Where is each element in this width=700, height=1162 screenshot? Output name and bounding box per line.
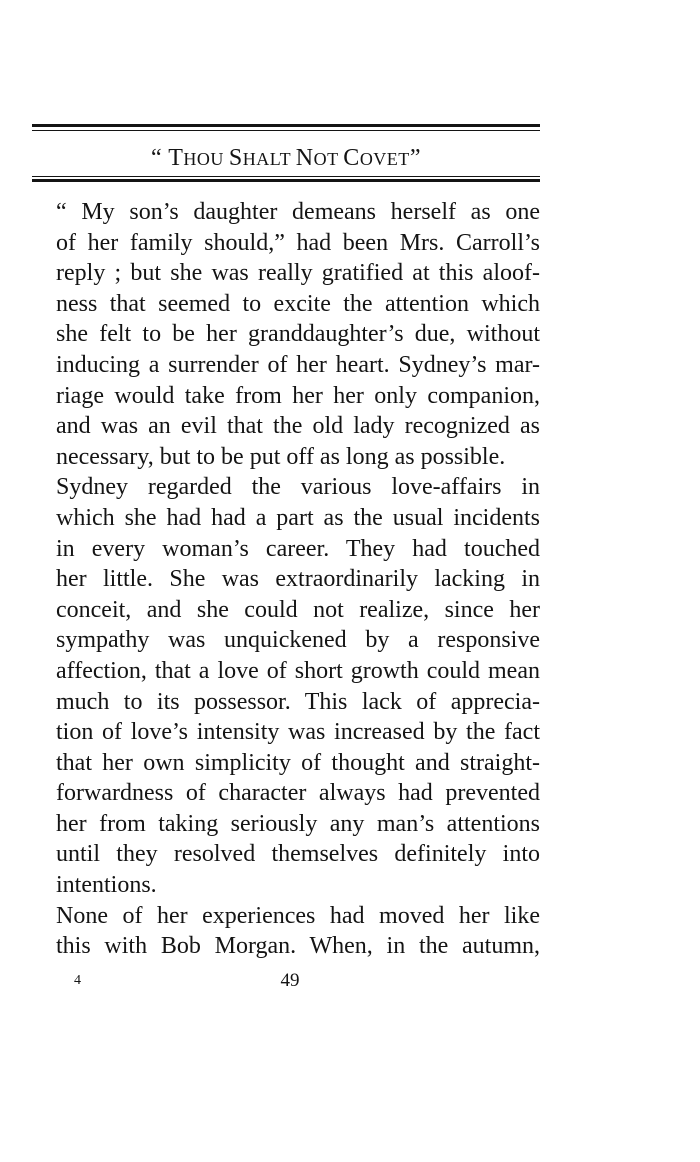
text-line: in every woman’s career. They had touched: [56, 535, 540, 562]
text-line: her little. She was extraordinarily lacking in: [56, 566, 540, 593]
header-title-part: S: [228, 145, 243, 171]
body-text: [32, 197, 540, 962]
paragraph: [32, 901, 540, 962]
header-title-part: “ T: [151, 145, 184, 171]
header-title-part: OVET: [359, 149, 410, 169]
text-line: conceit, and she could not realize, since her: [56, 596, 540, 623]
text-line: “ My son’s daughter demeans herself as one: [56, 199, 540, 225]
text-line: reply ; but she was really gratified at this aloof-: [56, 260, 540, 287]
header-title-part: C: [343, 145, 360, 171]
header-title-part: ”: [409, 145, 421, 171]
page-number: 49: [280, 970, 300, 991]
text-line: that her own simplicity of thought and straight-: [56, 749, 540, 776]
paragraph: [32, 197, 540, 472]
text-line: this with Bob Morgan. When, in the autumn,: [56, 933, 540, 960]
text-line: None of her experiences had moved her like: [56, 902, 540, 929]
header-bottom-rule-thick: [32, 179, 540, 182]
text-line: and was an evil that the old lady recognized as: [56, 413, 540, 440]
text-line: her from taking seriously any man’s attentions: [56, 810, 540, 837]
text-line: until they resolved themselves definitely into: [56, 841, 540, 868]
text-line: inducing a surrender of her heart. Sydney’s mar-: [56, 351, 540, 378]
text-line: much to its possessor. This lack of apprecia-: [56, 688, 540, 715]
text-line: affection, that a love of short growth could mean: [56, 657, 540, 684]
text-line: of her family should,” had been Mrs. Carroll’s: [56, 229, 540, 256]
header-top-rule-thick: [32, 124, 540, 127]
text-line: necessary, but to be put off as long as possible.: [56, 443, 506, 470]
text-line: ness that seemed to excite the attention which: [56, 290, 540, 317]
header-title-part: HOU: [183, 149, 229, 169]
header-title-part: N: [295, 145, 314, 171]
header-title-part: OT: [313, 149, 344, 169]
signature-mark: 4: [74, 973, 81, 988]
text-line: intentions.: [56, 872, 157, 899]
text-line: forwardness of character always had prevented: [56, 780, 540, 807]
text-line: sympathy was unquickened by a responsive: [56, 627, 540, 654]
paragraph: [32, 472, 540, 900]
header-bottom-rule-thin: [32, 176, 540, 177]
text-line: which she had had a part as the usual incidents: [56, 504, 540, 531]
header-top-rule-thin: [32, 130, 540, 131]
text-line: tion of love’s intensity was increased by the fact: [56, 719, 540, 746]
running-header-title: [32, 144, 540, 173]
text-line: she felt to be her granddaughter’s due, without: [56, 321, 540, 348]
header-title-part: HALT: [242, 149, 296, 169]
text-line: riage would take from her her only companion,: [56, 382, 540, 409]
text-line: Sydney regarded the various love-affairs in: [56, 474, 540, 501]
